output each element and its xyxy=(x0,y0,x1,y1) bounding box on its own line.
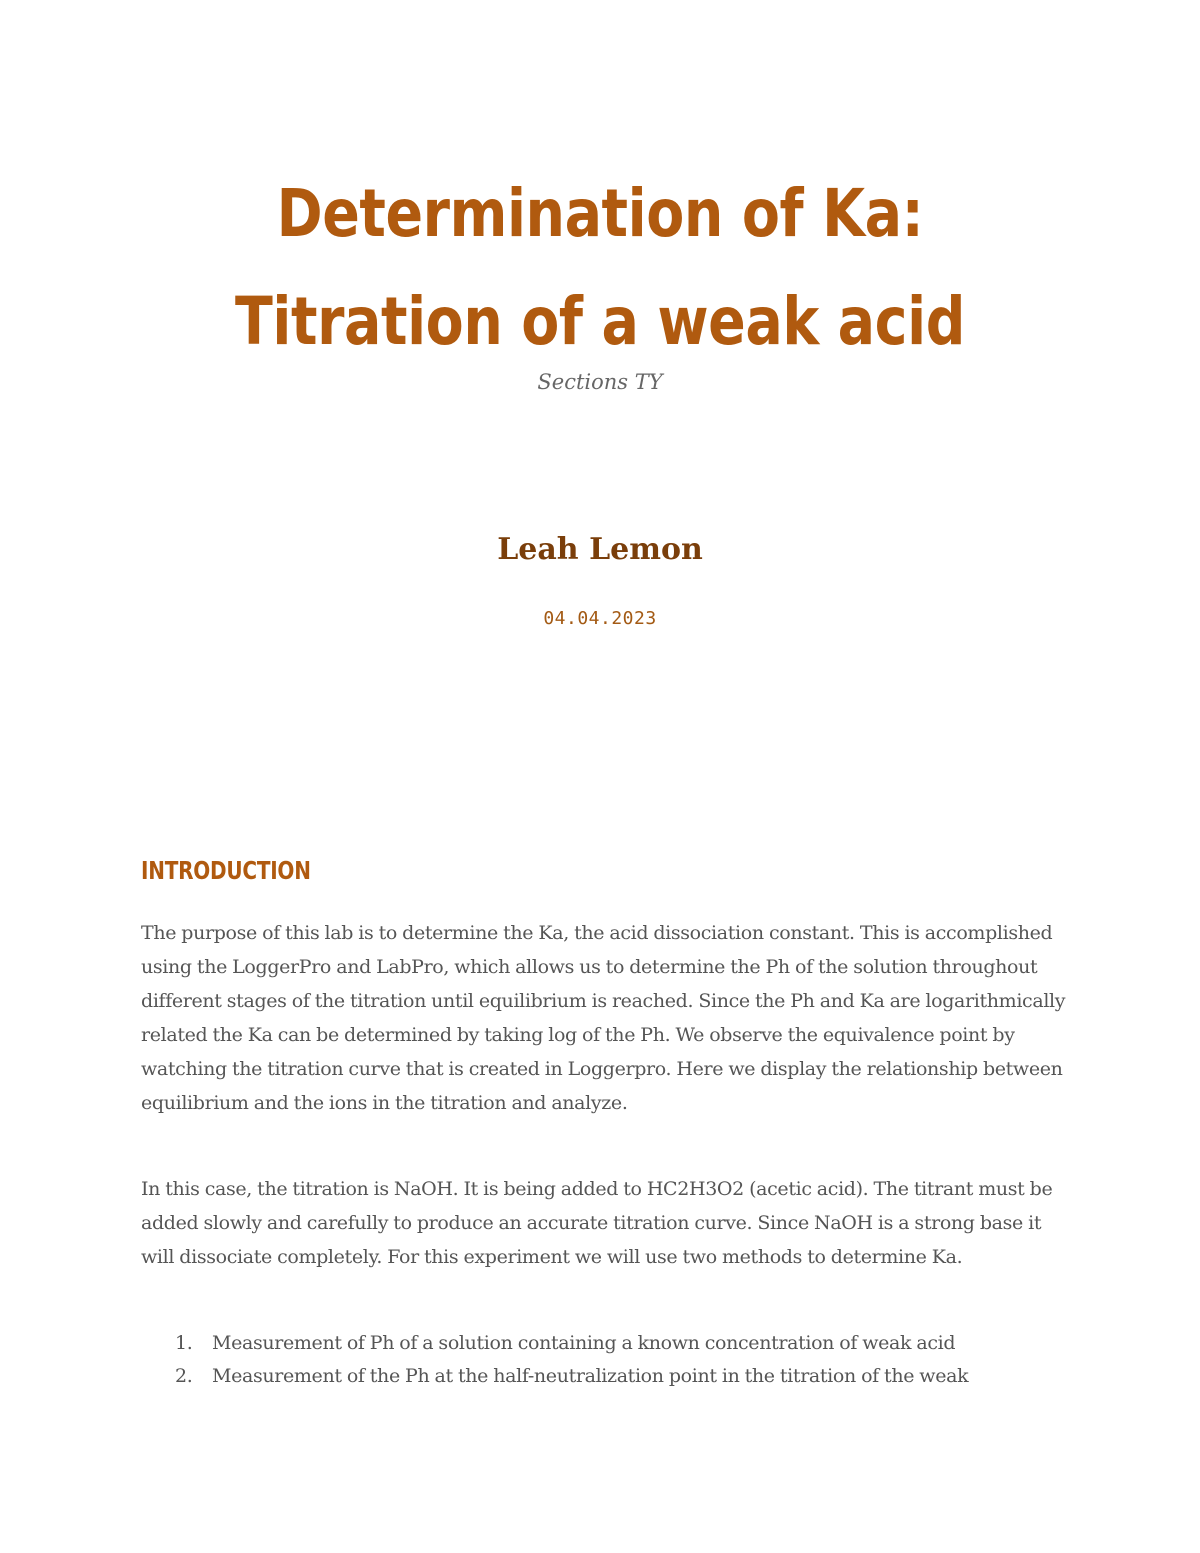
method-text: Measurement of the Ph at the half-neutralization point in the titration of the weak xyxy=(212,1365,969,1387)
document-date: 04.04.2023 xyxy=(543,608,657,629)
introduction-heading: INTRODUCTION xyxy=(141,856,311,885)
introduction-paragraph-1: The purpose of this lab is to determine the Ka, the acid dissociation constant. This is accomplished using the LoggerPro and LabPro, which allows us to determine the Ph of the solution throughout different stages of the titration until equilibrium is reached. Since the Ph and Ka are logarithmically related the Ka can be determined by taking log of the Ph. We observe the equivalence point by watching the titration curve that is created in Loggerpro. Here we display the relationship between equilibrium and the ions in the titration and analyze. xyxy=(141,922,1066,1114)
introduction-paragraph-2: In this case, the titration is NaOH. It is being added to HC2H3O2 (acetic acid). The titrant must be added slowly and carefully to produce an accurate titration curve. Since NaOH is a strong base it will dissociate completely. For this experiment we will use two methods to determine Ka. xyxy=(141,1178,1053,1268)
author-name: Leah Lemon xyxy=(497,532,703,567)
methods-list xyxy=(141,1327,1081,1393)
document-subtitle: Sections TY xyxy=(537,370,663,394)
method-number: 1. xyxy=(175,1332,193,1354)
method-item xyxy=(141,1327,1081,1360)
document-title: Determination of Ka: Titration of a weak acid xyxy=(235,175,965,360)
method-text: Measurement of Ph of a solution containing a known concentration of weak acid xyxy=(212,1332,956,1354)
method-item xyxy=(141,1360,1081,1393)
method-number: 2. xyxy=(175,1365,193,1387)
